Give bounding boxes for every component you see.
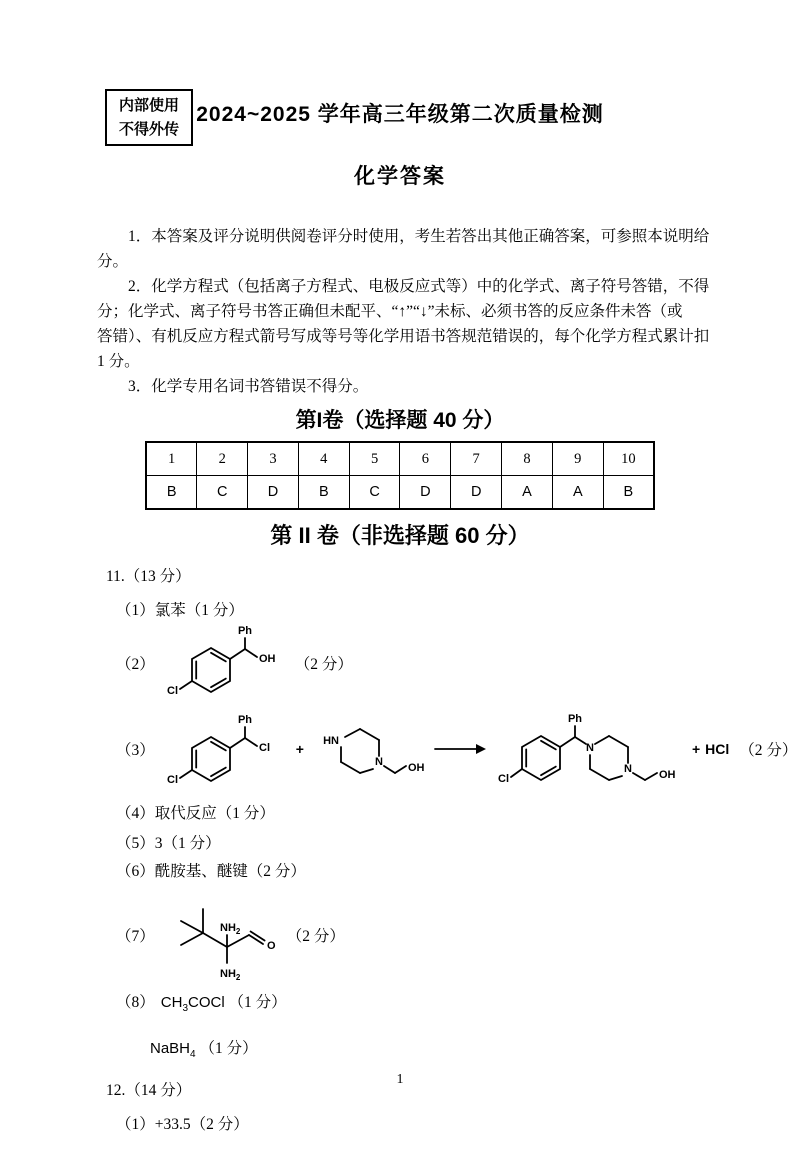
question-number-cell: 2 bbox=[197, 442, 248, 476]
atom-label-cl: Cl bbox=[258, 742, 270, 754]
answer-cell: B bbox=[146, 476, 197, 510]
reaction-arrow bbox=[433, 743, 487, 755]
question-number-row bbox=[146, 442, 654, 476]
question-number-cell: 5 bbox=[349, 442, 400, 476]
atom-label-nh2: $NH_2$ bbox=[219, 968, 241, 982]
hcl-formula: HCl bbox=[705, 740, 730, 757]
answer-11-2 bbox=[116, 624, 800, 702]
atom-label-n: N bbox=[623, 763, 632, 775]
answer-11-7-score: （2 分） bbox=[286, 927, 345, 945]
atom-label-cl: Cl bbox=[166, 685, 178, 697]
note-line: 分。 bbox=[97, 253, 129, 270]
atom-label-ph: Ph bbox=[237, 714, 252, 726]
atom-label-o: O bbox=[266, 940, 276, 952]
stamp-line-2: 不得外传 bbox=[118, 120, 179, 138]
subject-title: 化学答案 bbox=[354, 165, 446, 188]
atom-label-n: N bbox=[374, 756, 383, 768]
answer-11-1: （1）氯苯（1 分） bbox=[116, 602, 244, 619]
answers-block bbox=[106, 566, 800, 1136]
question-12-title: 12.（14 分） bbox=[106, 1082, 192, 1099]
structure-4-chlorobenzhydrol bbox=[159, 624, 291, 702]
page-number: 1 bbox=[396, 1072, 404, 1087]
atom-label-ph: Ph bbox=[237, 625, 252, 637]
note-line: 2．化学方程式（包括离子方程式、电极反应式等）中的化学式、离子符号答错，不得 bbox=[128, 278, 710, 295]
answer-cell: C bbox=[197, 476, 248, 510]
atom-label-oh: OH bbox=[658, 769, 676, 781]
answer-row bbox=[146, 476, 654, 510]
question-number-cell: 7 bbox=[451, 442, 502, 476]
question-11-title: 11.（13 分） bbox=[106, 568, 191, 585]
note-line: 分；化学式、离子符号书答正确但未配平、“↑”“↓”未标、必须书答的反应条件未答（或 bbox=[97, 303, 683, 320]
answer-11-8a-score: （1 分） bbox=[228, 994, 287, 1011]
answer-cell: C bbox=[349, 476, 400, 510]
structure-chlorobenzhydryl-chloride bbox=[159, 706, 287, 791]
question-number-cell: 3 bbox=[248, 442, 299, 476]
answer-cell: D bbox=[400, 476, 451, 510]
answer-cell: B bbox=[603, 476, 654, 510]
answer-cell: D bbox=[248, 476, 299, 510]
confidential-stamp bbox=[105, 89, 193, 146]
answer-11-3 bbox=[116, 706, 800, 791]
answer-11-3-score: （2 分） bbox=[739, 741, 798, 759]
answer-cell: B bbox=[298, 476, 349, 510]
answer-11-2-prefix: （2） bbox=[116, 656, 155, 673]
exam-title: 2024~2025 学年高三年级第二次质量检测 bbox=[196, 103, 604, 126]
answer-11-2-score: （2 分） bbox=[294, 656, 353, 673]
nabh4-formula: NaBH$_4$ bbox=[150, 1040, 196, 1060]
answer-11-8b-score: （1 分） bbox=[199, 1040, 258, 1057]
acetyl-chloride-formula: $CH_3COCl$ bbox=[160, 994, 225, 1014]
question-number-cell: 10 bbox=[603, 442, 654, 476]
question-number-cell: 6 bbox=[400, 442, 451, 476]
plus-sign: + bbox=[295, 740, 304, 757]
section2-heading: 第 II 卷（非选择题 60 分） bbox=[270, 523, 530, 548]
plus-sign: + bbox=[691, 740, 701, 757]
atom-label-ph: Ph bbox=[567, 713, 582, 725]
note-line: 答错）、有机反应方程式箭号写成等号等化学用语书答规范错误的，每个化学方程式累计扣 bbox=[97, 328, 710, 345]
atom-label-cl: Cl bbox=[497, 773, 509, 785]
answer-11-7-prefix: （7） bbox=[116, 927, 155, 945]
answer-11-8-prefix: （8） bbox=[116, 994, 155, 1011]
answer-11-8a bbox=[116, 992, 800, 1020]
answer-11-5: （5）3（1 分） bbox=[116, 835, 221, 852]
atom-label-nh2: $NH_2$ bbox=[219, 922, 241, 936]
answer-11-4: （4）取代反应（1 分） bbox=[116, 805, 275, 822]
atom-label-hn: HN bbox=[323, 735, 339, 747]
benzene-ring bbox=[522, 736, 560, 780]
answer-11-8b bbox=[150, 1038, 800, 1066]
question-number-cell: 9 bbox=[552, 442, 603, 476]
answer-cell: A bbox=[502, 476, 553, 510]
answer-11-6: （6）酰胺基、醚键（2 分） bbox=[116, 863, 306, 880]
structure-diamino-dimethyl-butanal bbox=[159, 887, 283, 982]
grading-notes bbox=[97, 224, 710, 399]
atom-label-oh: OH bbox=[258, 653, 276, 665]
answer-cell: A bbox=[552, 476, 603, 510]
question-number-cell: 1 bbox=[146, 442, 197, 476]
benzene-ring bbox=[192, 737, 230, 781]
question-number-cell: 8 bbox=[502, 442, 553, 476]
answer-12-1: （1）+33.5（2 分） bbox=[116, 1116, 249, 1133]
answer-11-3-prefix: （3） bbox=[116, 741, 155, 759]
atom-label-n: N bbox=[585, 742, 594, 754]
note-line: 1 分。 bbox=[97, 353, 140, 370]
atom-label-oh: OH bbox=[407, 762, 425, 774]
benzene-ring bbox=[192, 648, 230, 692]
note-line: 3．化学专用名词书答错误不得分。 bbox=[128, 378, 369, 395]
answer-cell: D bbox=[451, 476, 502, 510]
structure-hydroxyethylpiperazine bbox=[313, 711, 425, 786]
question-number-cell: 4 bbox=[298, 442, 349, 476]
stamp-line-1: 内部使用 bbox=[118, 97, 179, 115]
choice-answer-table bbox=[145, 441, 655, 510]
structure-product-chlorobenzhydryl-piperazine-ethanol bbox=[495, 706, 683, 791]
atom-label-cl: Cl bbox=[166, 774, 178, 786]
note-line: 1．本答案及评分说明供阅卷评分时使用，考生若答出其他正确答案，可参照本说明给 bbox=[128, 228, 710, 245]
section1-heading: 第I卷（选择题 40 分） bbox=[295, 409, 505, 432]
answer-11-7 bbox=[116, 887, 800, 982]
